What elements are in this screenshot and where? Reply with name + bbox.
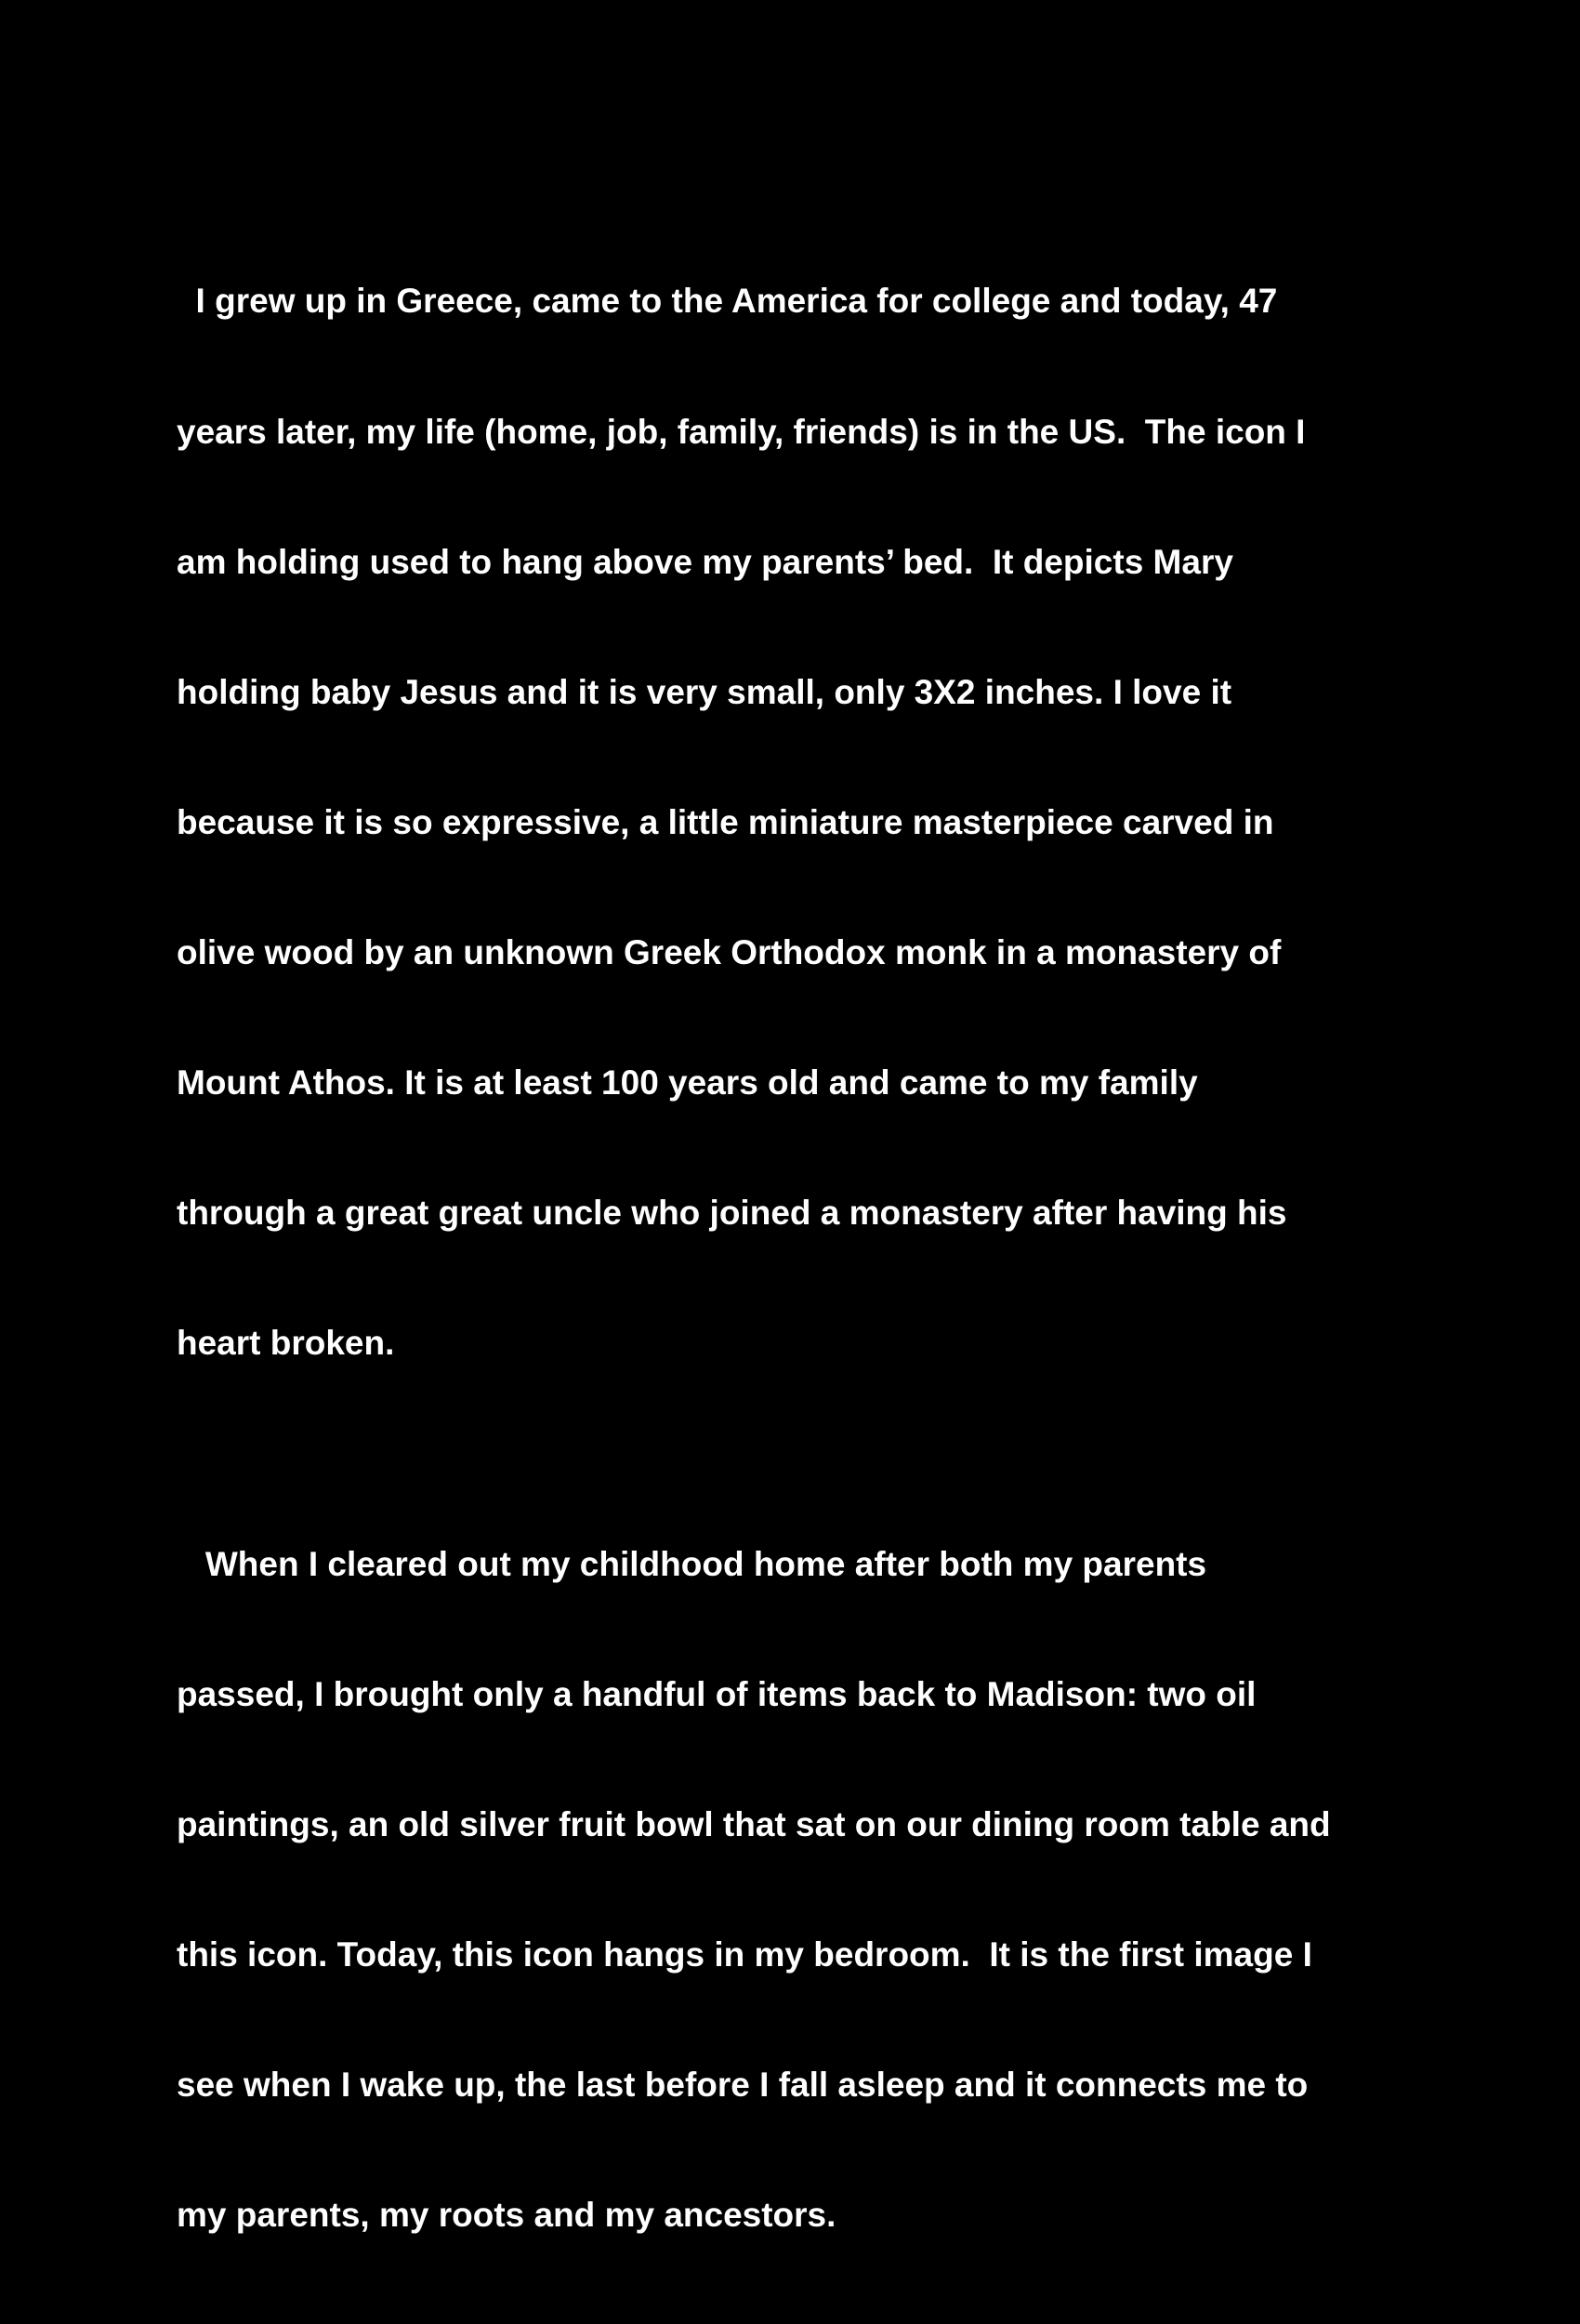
- text-line: paintings, an old silver fruit bowl that sat on our dining room table and: [177, 1805, 1331, 1844]
- text-line: olive wood by an unknown Greek Orthodox monk in a monastery of: [177, 932, 1282, 971]
- body-text: [177, 193, 1422, 2324]
- text-line: through a great great uncle who joined a monastery after having his: [177, 1194, 1287, 1233]
- text-line: I grew up in Greece, came to the America for college and today, 47: [177, 282, 1278, 321]
- paragraph-1: [177, 193, 1422, 1452]
- text-line: years later, my life (home, job, family, friends) is in the US. The icon I: [177, 412, 1306, 451]
- text-line: this icon. Today, this icon hangs in my bedroom. It is the first image I: [177, 1935, 1312, 1974]
- text-line: see when I wake up, the last before I fall asleep and it connects me to: [177, 2066, 1309, 2105]
- text-line: holding baby Jesus and it is very small, only 3X2 inches. I love it: [177, 672, 1232, 711]
- text-line: heart broken.: [177, 1324, 395, 1363]
- text-line: When I cleared out my childhood home after both my parents: [177, 1544, 1207, 1583]
- text-line: Mount Athos. It is at least 100 years old and came to my family: [177, 1063, 1198, 1103]
- paragraph-2: [177, 1456, 1422, 2324]
- text-line: my parents, my roots and my ancestors.: [177, 2196, 836, 2235]
- text-line: passed, I brought only a handful of items back to Madison: two oil: [177, 1674, 1257, 1713]
- text-line: am holding used to hang above my parents’ bed. It depicts Mary: [177, 542, 1233, 581]
- text-line: because it is so expressive, a little miniature masterpiece carved in: [177, 802, 1274, 841]
